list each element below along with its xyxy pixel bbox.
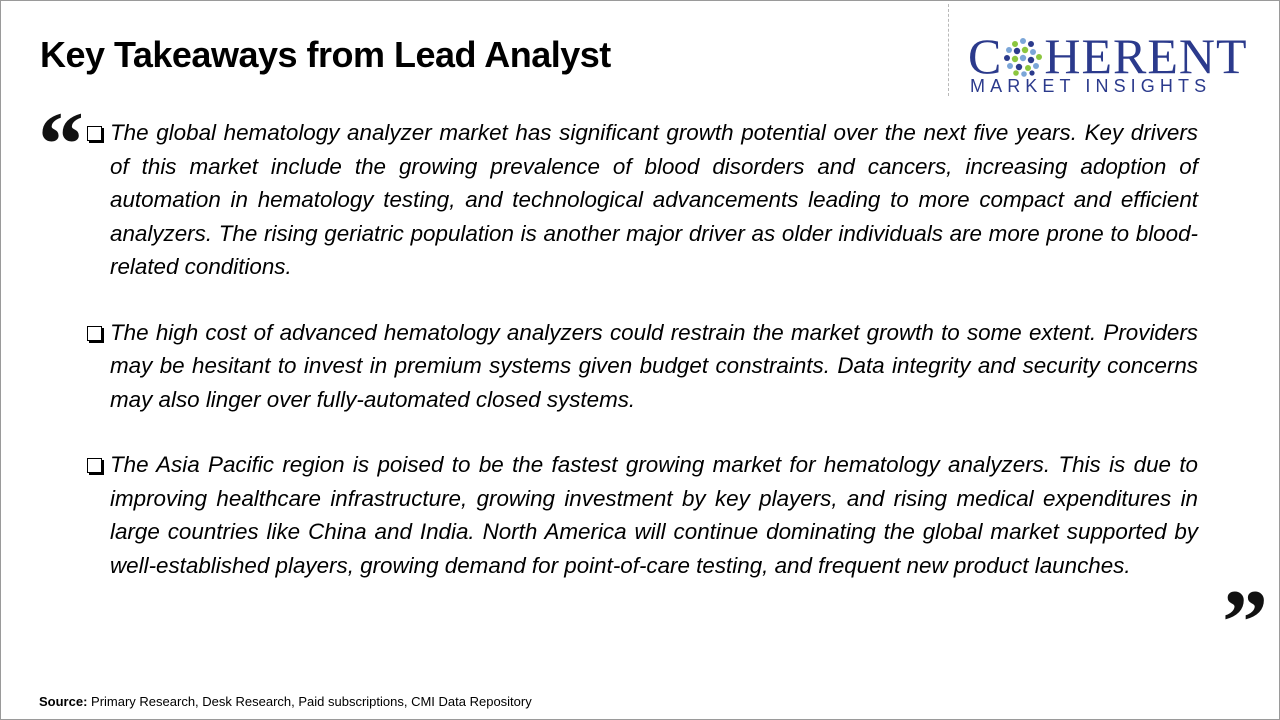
takeaway-text: The high cost of advanced hematology analyzers could restrain the market growth to some extent. Providers may be hesitant to invest in premium systems given budget constraints. Data integrity and security concerns may also linger over fully-automated closed systems. <box>110 319 1198 412</box>
takeaway-text: The Asia Pacific region is poised to be the fastest growing market for hematology analyzers. This is due to improving healthcare infrastructure, growing investment by key players, and rising medical expenditures in large countries like China and India. North America will continue dominating the global market supported by well-established players, growing demand for point-of-care testing, and frequent new product launches. <box>110 452 1198 578</box>
company-logo <box>968 28 1268 100</box>
close-quote-icon: ” <box>1222 571 1268 673</box>
checkbox-bullet-icon <box>87 126 102 141</box>
open-quote-icon: “ <box>38 93 84 195</box>
checkbox-bullet-icon <box>87 458 102 473</box>
source-footnote <box>39 694 532 709</box>
logo-subtitle: MARKET INSIGHTS <box>970 76 1212 96</box>
logo-letters-herent: HERENT <box>1044 28 1248 84</box>
checkbox-bullet-icon <box>87 326 102 341</box>
takeaway-item <box>86 316 1198 417</box>
logo-dot-mark-icon <box>1003 37 1043 77</box>
takeaways-list <box>86 116 1198 614</box>
takeaway-item <box>86 448 1198 582</box>
logo-divider <box>948 4 949 96</box>
source-text: Primary Research, Desk Research, Paid subscriptions, CMI Data Repository <box>87 694 532 709</box>
source-label: Source: <box>39 694 88 709</box>
takeaway-text: The global hematology analyzer market has significant growth potential over the next five years. Key drivers of this market include the growing prevalence of blood disorders and cancers, increasing adoption of automation in hematology testing, and technological advancements leading to more compact and efficient analyzers. The rising geriatric population is another major driver as older individuals are more prone to blood-related conditions. <box>110 120 1198 279</box>
takeaway-item <box>86 116 1198 284</box>
logo-letter-c: C <box>968 28 1003 84</box>
page-title: Key Takeaways from Lead Analyst <box>40 34 611 75</box>
